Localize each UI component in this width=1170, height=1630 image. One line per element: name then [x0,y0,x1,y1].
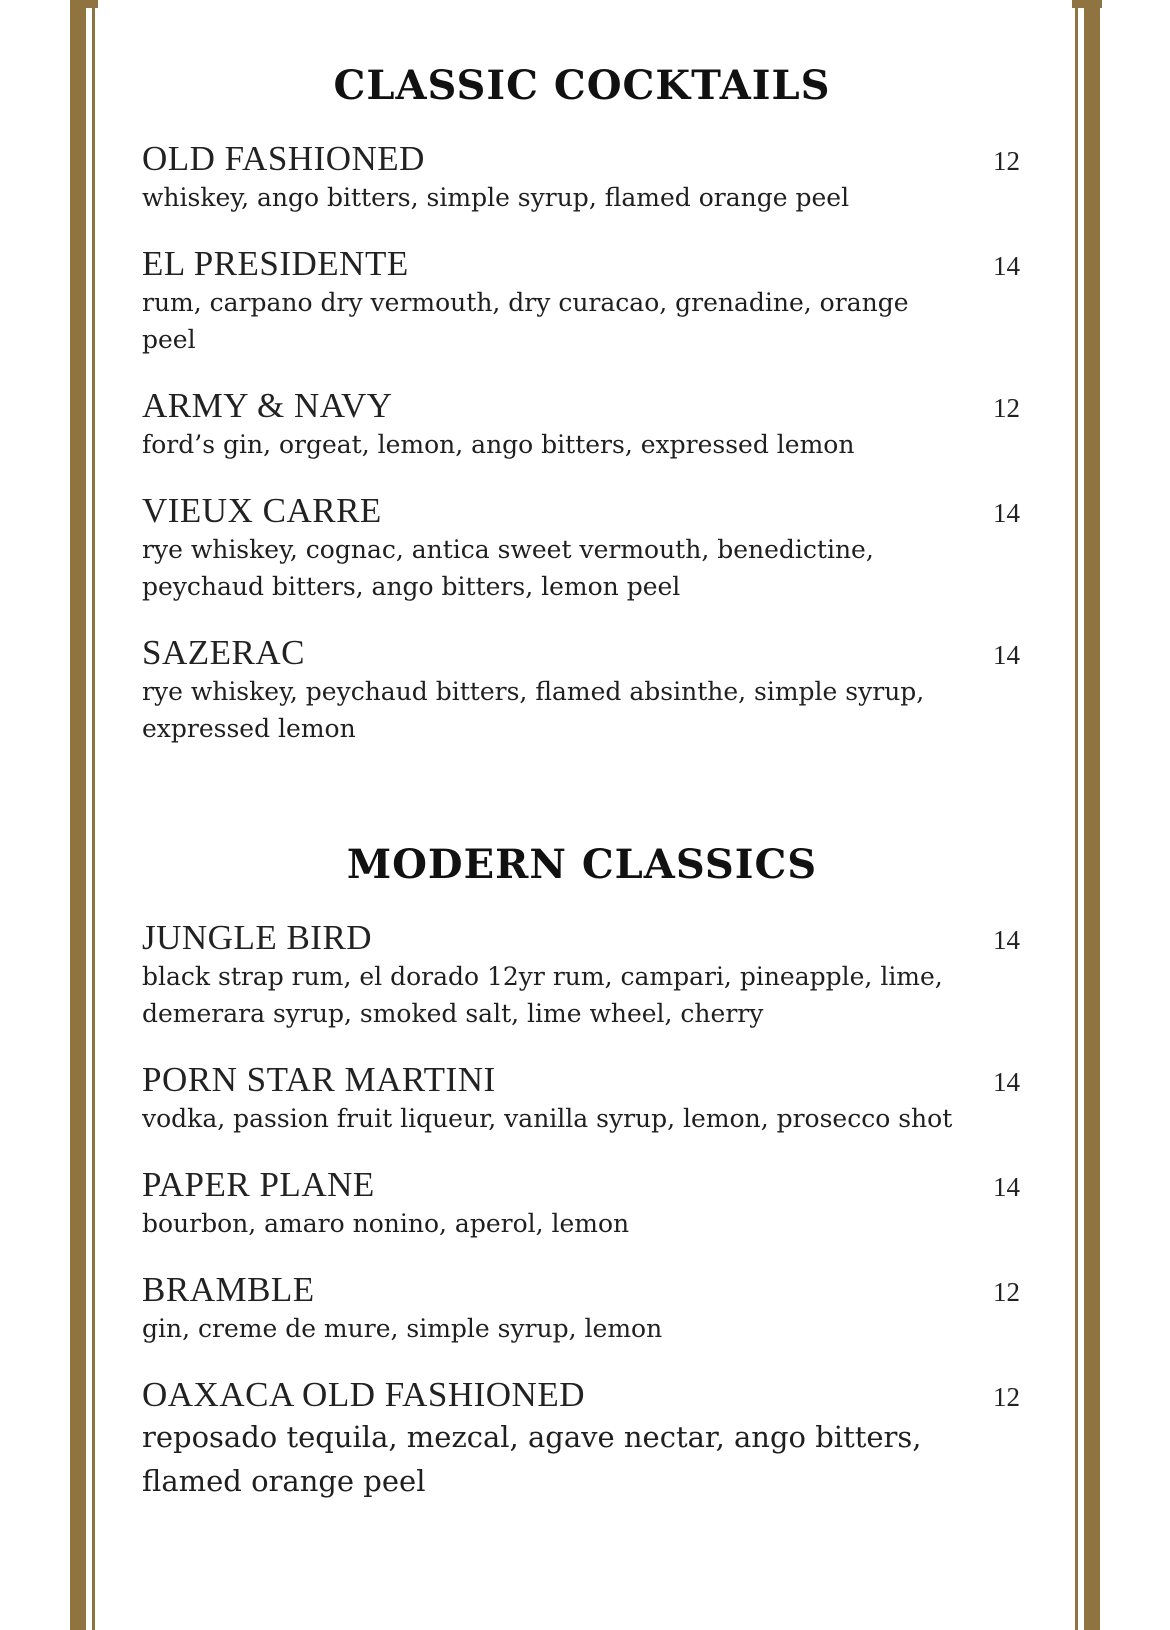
frame-border-right-thin [1075,0,1078,1630]
item-price: 12 [993,1277,1020,1307]
menu-item-oaxaca-old-fashioned [142,1375,1022,1503]
item-description: rye whiskey, cognac, antica sweet vermouth, benedictine, peychaud bitters, ango bitters, lemon peel [142,535,874,601]
menu-item-sazerac [142,633,1022,747]
menu-item-bramble [142,1270,1022,1347]
item-price: 14 [993,498,1020,528]
section-title-modern-classics: MODERN CLASSICS [346,841,818,888]
menu-item-army-navy [142,386,1022,463]
item-description: whiskey, ango bitters, simple syrup, flamed orange peel [142,183,850,212]
item-description: gin, creme de mure, simple syrup, lemon [142,1314,663,1343]
item-price: 12 [993,1382,1020,1412]
item-name: BRAMBLE [142,1270,315,1309]
cocktail-menu [142,0,1022,1531]
item-description: ford’s gin, orgeat, lemon, ango bitters, expressed lemon [142,430,855,459]
item-name: OLD FASHIONED [142,139,425,178]
item-description: black strap rum, el dorado 12yr rum, campari, pineapple, lime, demerara syrup, smoked salt, lime wheel, cherry [142,962,943,1028]
item-name: EL PRESIDENTE [142,244,409,283]
frame-border-left-thick [70,0,86,1630]
item-description: vodka, passion fruit liqueur, vanilla syrup, lemon, prosecco shot [142,1104,953,1133]
menu-item-paper-plane [142,1165,1022,1242]
menu-item-old-fashioned [142,139,1022,216]
item-description: rye whiskey, peychaud bitters, flamed absinthe, simple syrup, expressed lemon [142,677,925,743]
menu-item-vieux-carre [142,491,1022,605]
item-price: 14 [993,1172,1020,1202]
item-name: SAZERAC [142,633,305,672]
frame-border-right-thick [1084,0,1100,1630]
item-price: 14 [993,640,1020,670]
item-name: ARMY & NAVY [142,386,393,425]
item-name: VIEUX CARRE [142,491,382,530]
item-price: 12 [993,146,1020,176]
item-price: 14 [993,251,1020,281]
menu-item-el-presidente [142,244,1022,358]
item-description: reposado tequila, mezcal, agave nectar, ango bitters, flamed orange peel [142,1420,922,1498]
frame-border-left-thin [92,0,95,1630]
section-title-classic-cocktails: CLASSIC COCKTAILS [333,62,831,109]
item-name: PORN STAR MARTINI [142,1060,496,1099]
menu-item-jungle-bird [142,918,1022,1032]
item-price: 12 [993,393,1020,423]
item-name: PAPER PLANE [142,1165,375,1204]
item-description: rum, carpano dry vermouth, dry curacao, grenadine, orange peel [142,288,909,354]
menu-item-porn-star-martini [142,1060,1022,1137]
item-name: OAXACA OLD FASHIONED [142,1375,585,1414]
item-price: 14 [993,925,1020,955]
item-name: JUNGLE BIRD [142,918,373,957]
item-price: 14 [993,1067,1020,1097]
item-description: bourbon, amaro nonino, aperol, lemon [142,1209,630,1238]
